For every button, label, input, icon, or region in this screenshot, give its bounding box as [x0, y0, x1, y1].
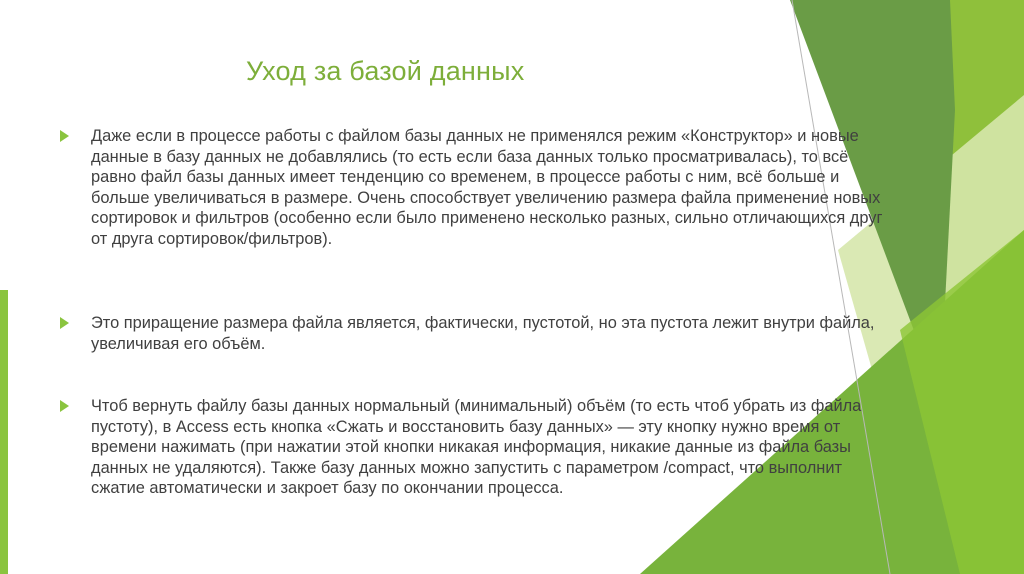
bullet-text: Даже если в процессе работы с файлом базы данных не применялся режим «Конструктор» и новые данные в базу данных не добавлялись (то есть если база данных только просматривалась), то всё равно файл базы данных имеет тенденцию со временем, в процессе работы с ним, всё больше и больше увеличиваться в размере. Очень способствует увеличению размера файла применение новых сортировок и фильтров (особенно если было применено несколько разных, сильно отличающихся друг от друга сортировок/фильтров). [91, 127, 883, 248]
slide-title: Уход за базой данных [246, 56, 525, 86]
triangle-bullet-icon [60, 400, 69, 412]
bullet-text: Чтоб вернуть файлу базы данных нормальный (минимальный) объём (то есть чтоб убрать из файла пустоту), в Access есть кнопка «Сжать и восстановить базу данных» — эту кнопку нужно время от времени нажимать (при нажатии этой кнопки никакая информация, никакие данные из файла базы данных не удаляются). Также базу данных можно запустить с параметром /compact, что выполнит сжатие автоматически и закроет базу по окончании процесса. [91, 397, 862, 497]
bullet-item [60, 313, 890, 354]
triangle-bullet-icon [60, 317, 69, 329]
bullet-text: Это приращение размера файла является, фактически, пустотой, но эта пустота лежит внутри файла, увеличивая его объём. [91, 314, 875, 353]
left-accent-bar [0, 290, 8, 574]
triangle-bullet-icon [60, 130, 69, 142]
bullet-item [60, 126, 890, 249]
bullet-item [60, 396, 890, 499]
